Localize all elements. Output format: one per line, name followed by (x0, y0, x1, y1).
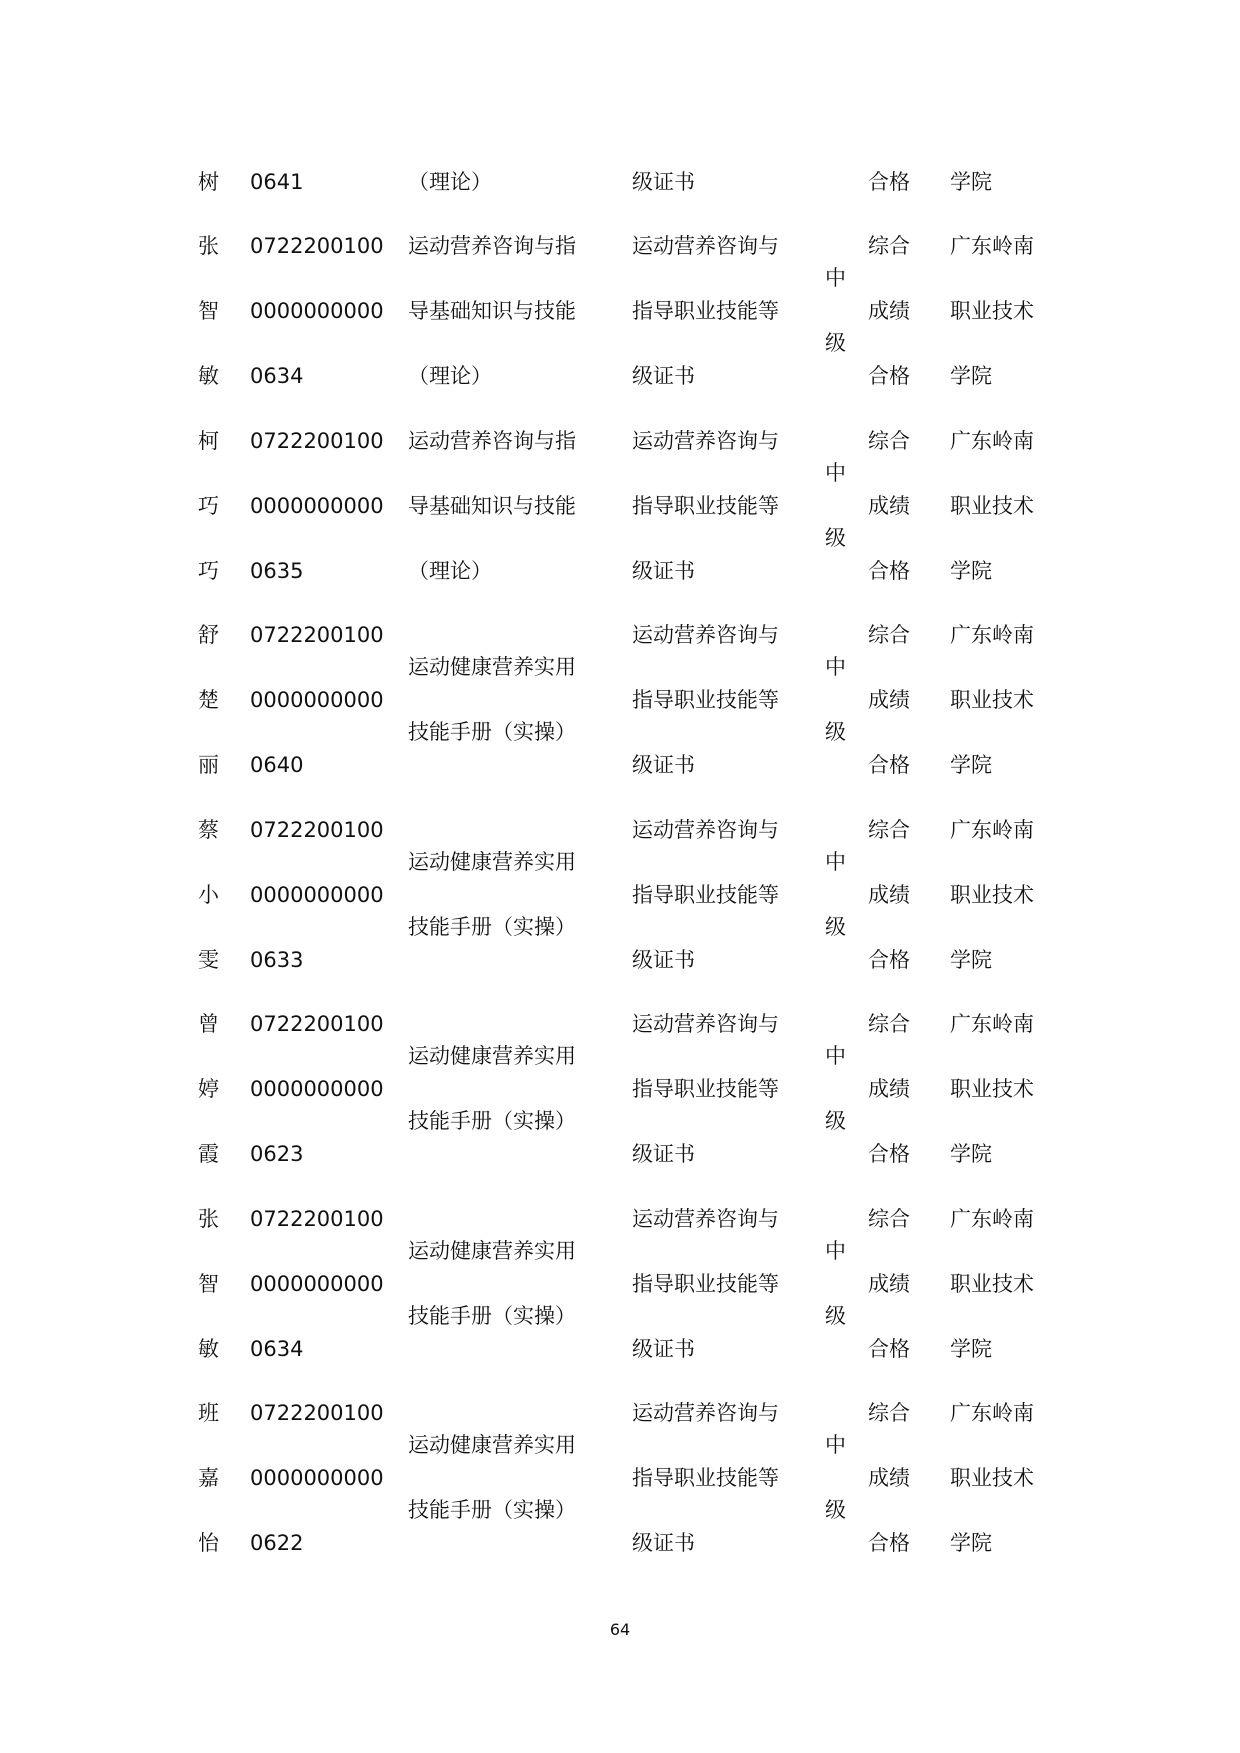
school-text: 学院 (950, 1531, 992, 1555)
course-cell (408, 620, 623, 800)
certificate-text: 运动营养咨询与 (632, 818, 779, 842)
course-text: 运动健康营养实用 (408, 1433, 576, 1457)
code-cell (250, 426, 400, 606)
name-text: 智 (198, 299, 219, 323)
name-text: 敏 (198, 364, 219, 388)
level-text: 中 (825, 850, 846, 874)
result-text: 合格 (868, 1531, 910, 1555)
level-text: 级 (825, 1109, 846, 1133)
certificate-text: 级证书 (632, 559, 695, 583)
level-text: 级 (825, 915, 846, 939)
certificate-cell (632, 1398, 817, 1578)
code-text: 0633 (250, 948, 304, 972)
school-text: 学院 (950, 170, 992, 194)
code-cell (250, 1009, 400, 1189)
code-text: 0000000000 (250, 883, 384, 907)
certificate-text: 运动营养咨询与 (632, 1401, 779, 1425)
result-cell (868, 231, 938, 411)
level-text: 中 (825, 1239, 846, 1263)
course-text: 运动健康营养实用 (408, 655, 576, 679)
name-text: 楚 (198, 688, 219, 712)
result-text: 综合 (868, 234, 910, 258)
code-text: 0000000000 (250, 688, 384, 712)
code-text: 0722200100 (250, 234, 384, 258)
course-text: 技能手册（实操） (408, 1498, 576, 1522)
result-text: 综合 (868, 1401, 910, 1425)
school-text: 学院 (950, 1142, 992, 1166)
table-row (0, 815, 1240, 995)
school-text: 学院 (950, 1337, 992, 1361)
certificate-text: 指导职业技能等 (632, 1077, 779, 1101)
code-text: 0722200100 (250, 1012, 384, 1036)
certificate-cell (632, 1009, 817, 1189)
school-cell (950, 815, 1060, 995)
school-text: 广东岭南 (950, 1401, 1034, 1425)
result-cell (868, 815, 938, 995)
result-text: 成绩 (868, 688, 910, 712)
school-cell (950, 620, 1060, 800)
level-cell (825, 426, 855, 606)
school-text: 学院 (950, 364, 992, 388)
code-cell (250, 1204, 400, 1384)
result-text: 综合 (868, 429, 910, 453)
course-text: 运动营养咨询与指 (408, 234, 576, 258)
name-text: 班 (198, 1401, 219, 1425)
school-text: 职业技术 (950, 688, 1034, 712)
school-text: 职业技术 (950, 1466, 1034, 1490)
name-cell (198, 1009, 238, 1189)
name-text: 蔡 (198, 818, 219, 842)
result-cell (868, 620, 938, 800)
table-row (0, 1398, 1240, 1578)
code-text: 0640 (250, 753, 304, 777)
result-cell (868, 1009, 938, 1189)
name-cell (198, 620, 238, 800)
result-text: 综合 (868, 623, 910, 647)
result-text: 综合 (868, 1012, 910, 1036)
table-row (0, 1009, 1240, 1189)
certificate-cell (632, 426, 817, 606)
name-text: 曾 (198, 1012, 219, 1036)
result-text: 合格 (868, 948, 910, 972)
level-text: 级 (825, 526, 846, 550)
name-text: 丽 (198, 753, 219, 777)
certificate-text: 指导职业技能等 (632, 1272, 779, 1296)
result-text: 合格 (868, 1142, 910, 1166)
code-text: 0623 (250, 1142, 304, 1166)
name-cell (198, 815, 238, 995)
code-text: 0634 (250, 1337, 304, 1361)
certificate-text: 运动营养咨询与 (632, 1207, 779, 1231)
level-text: 中 (825, 1044, 846, 1068)
course-cell (408, 815, 623, 995)
result-text: 合格 (868, 753, 910, 777)
certificate-text: 指导职业技能等 (632, 688, 779, 712)
result-text: 成绩 (868, 299, 910, 323)
school-text: 广东岭南 (950, 1012, 1034, 1036)
result-text: 合格 (868, 1337, 910, 1361)
level-text: 级 (825, 720, 846, 744)
code-cell (250, 231, 400, 411)
course-text: 技能手册（实操） (408, 1304, 576, 1328)
result-cell (868, 1204, 938, 1384)
certificate-text: 运动营养咨询与 (632, 429, 779, 453)
result-text: 成绩 (868, 1466, 910, 1490)
table-row-partial (0, 167, 1240, 197)
code-text: 0000000000 (250, 299, 384, 323)
result-text: 合格 (868, 170, 910, 194)
code-text: 0000000000 (250, 1077, 384, 1101)
level-cell (825, 1204, 855, 1384)
name-text: 舒 (198, 623, 219, 647)
certificate-text: 指导职业技能等 (632, 1466, 779, 1490)
certificate-text: 运动营养咨询与 (632, 623, 779, 647)
name-cell (198, 231, 238, 411)
name-text: 霞 (198, 1142, 219, 1166)
school-cell (950, 231, 1060, 411)
code-text: 0722200100 (250, 1207, 384, 1231)
certificate-text: 指导职业技能等 (632, 494, 779, 518)
school-text: 职业技术 (950, 883, 1034, 907)
level-text: 中 (825, 266, 846, 290)
name-text: 巧 (198, 494, 219, 518)
code-text: 0635 (250, 559, 304, 583)
course-text: 导基础知识与技能 (408, 494, 576, 518)
course-text: （理论） (408, 170, 492, 194)
certificate-cell (632, 1204, 817, 1384)
name-text: 敏 (198, 1337, 219, 1361)
school-text: 学院 (950, 559, 992, 583)
certificate-text: 级证书 (632, 1142, 695, 1166)
code-text: 0000000000 (250, 1466, 384, 1490)
table-row (0, 426, 1240, 606)
course-text: 运动健康营养实用 (408, 850, 576, 874)
table-row (0, 1204, 1240, 1384)
code-text: 0634 (250, 364, 304, 388)
level-cell (825, 620, 855, 800)
course-text: 技能手册（实操） (408, 1109, 576, 1133)
school-text: 职业技术 (950, 1272, 1034, 1296)
name-text: 巧 (198, 559, 219, 583)
name-text: 雯 (198, 948, 219, 972)
result-cell (868, 1398, 938, 1578)
school-text: 职业技术 (950, 494, 1034, 518)
result-text: 成绩 (868, 1272, 910, 1296)
name-text: 柯 (198, 429, 219, 453)
school-text: 广东岭南 (950, 1207, 1034, 1231)
certificate-text: 指导职业技能等 (632, 299, 779, 323)
level-text: 级 (825, 1498, 846, 1522)
course-text: 运动营养咨询与指 (408, 429, 576, 453)
course-cell (408, 426, 623, 606)
name-text: 张 (198, 234, 219, 258)
school-text: 广东岭南 (950, 429, 1034, 453)
course-text: 技能手册（实操） (408, 720, 576, 744)
level-text: 级 (825, 1304, 846, 1328)
table-row (0, 620, 1240, 800)
certificate-text: 级证书 (632, 948, 695, 972)
certificate-text: 级证书 (632, 1337, 695, 1361)
result-cell (868, 426, 938, 606)
code-cell (250, 1398, 400, 1578)
code-text: 0622 (250, 1531, 304, 1555)
level-cell (825, 1398, 855, 1578)
code-text: 0722200100 (250, 429, 384, 453)
course-cell (408, 231, 623, 411)
course-text: （理论） (408, 364, 492, 388)
code-cell (250, 815, 400, 995)
school-text: 广东岭南 (950, 623, 1034, 647)
name-text: 小 (198, 883, 219, 907)
code-text: 0000000000 (250, 1272, 384, 1296)
certificate-cell (632, 620, 817, 800)
result-text: 成绩 (868, 494, 910, 518)
school-cell (950, 1398, 1060, 1578)
certificate-cell (632, 815, 817, 995)
level-cell (825, 1009, 855, 1189)
result-text: 合格 (868, 364, 910, 388)
result-text: 综合 (868, 818, 910, 842)
school-cell (950, 1009, 1060, 1189)
name-cell (198, 1204, 238, 1384)
level-text: 级 (825, 331, 846, 355)
course-cell (408, 1009, 623, 1189)
school-text: 广东岭南 (950, 234, 1034, 258)
code-text: 0641 (250, 170, 304, 194)
code-text: 0000000000 (250, 494, 384, 518)
code-text: 0722200100 (250, 818, 384, 842)
school-text: 学院 (950, 753, 992, 777)
result-text: 成绩 (868, 883, 910, 907)
level-cell (825, 231, 855, 411)
name-text: 张 (198, 1207, 219, 1231)
certificate-text: 指导职业技能等 (632, 883, 779, 907)
name-text: 嘉 (198, 1466, 219, 1490)
result-text: 合格 (868, 559, 910, 583)
school-text: 学院 (950, 948, 992, 972)
course-text: 运动健康营养实用 (408, 1044, 576, 1068)
certificate-text: 级证书 (632, 170, 695, 194)
certificate-text: 级证书 (632, 364, 695, 388)
course-text: 运动健康营养实用 (408, 1239, 576, 1263)
code-text: 0722200100 (250, 623, 384, 647)
page-number: 64 (609, 1620, 631, 1639)
certificate-text: 运动营养咨询与 (632, 234, 779, 258)
level-cell (825, 815, 855, 995)
name-cell (198, 1398, 238, 1578)
table-row (0, 231, 1240, 411)
name-text: 智 (198, 1272, 219, 1296)
name-cell (198, 426, 238, 606)
level-text: 中 (825, 655, 846, 679)
course-cell (408, 1204, 623, 1384)
course-cell (408, 1398, 623, 1578)
course-text: 技能手册（实操） (408, 915, 576, 939)
certificate-text: 级证书 (632, 753, 695, 777)
result-text: 综合 (868, 1207, 910, 1231)
name-text: 树 (198, 170, 219, 194)
certificate-text: 级证书 (632, 1531, 695, 1555)
result-text: 成绩 (868, 1077, 910, 1101)
name-text: 婷 (198, 1077, 219, 1101)
certificate-cell (632, 231, 817, 411)
name-text: 怡 (198, 1531, 219, 1555)
school-cell (950, 1204, 1060, 1384)
school-cell (950, 426, 1060, 606)
course-text: 导基础知识与技能 (408, 299, 576, 323)
code-text: 0722200100 (250, 1401, 384, 1425)
school-text: 职业技术 (950, 1077, 1034, 1101)
level-text: 中 (825, 461, 846, 485)
school-text: 职业技术 (950, 299, 1034, 323)
school-text: 广东岭南 (950, 818, 1034, 842)
course-text: （理论） (408, 559, 492, 583)
code-cell (250, 620, 400, 800)
level-text: 中 (825, 1433, 846, 1457)
certificate-text: 运动营养咨询与 (632, 1012, 779, 1036)
